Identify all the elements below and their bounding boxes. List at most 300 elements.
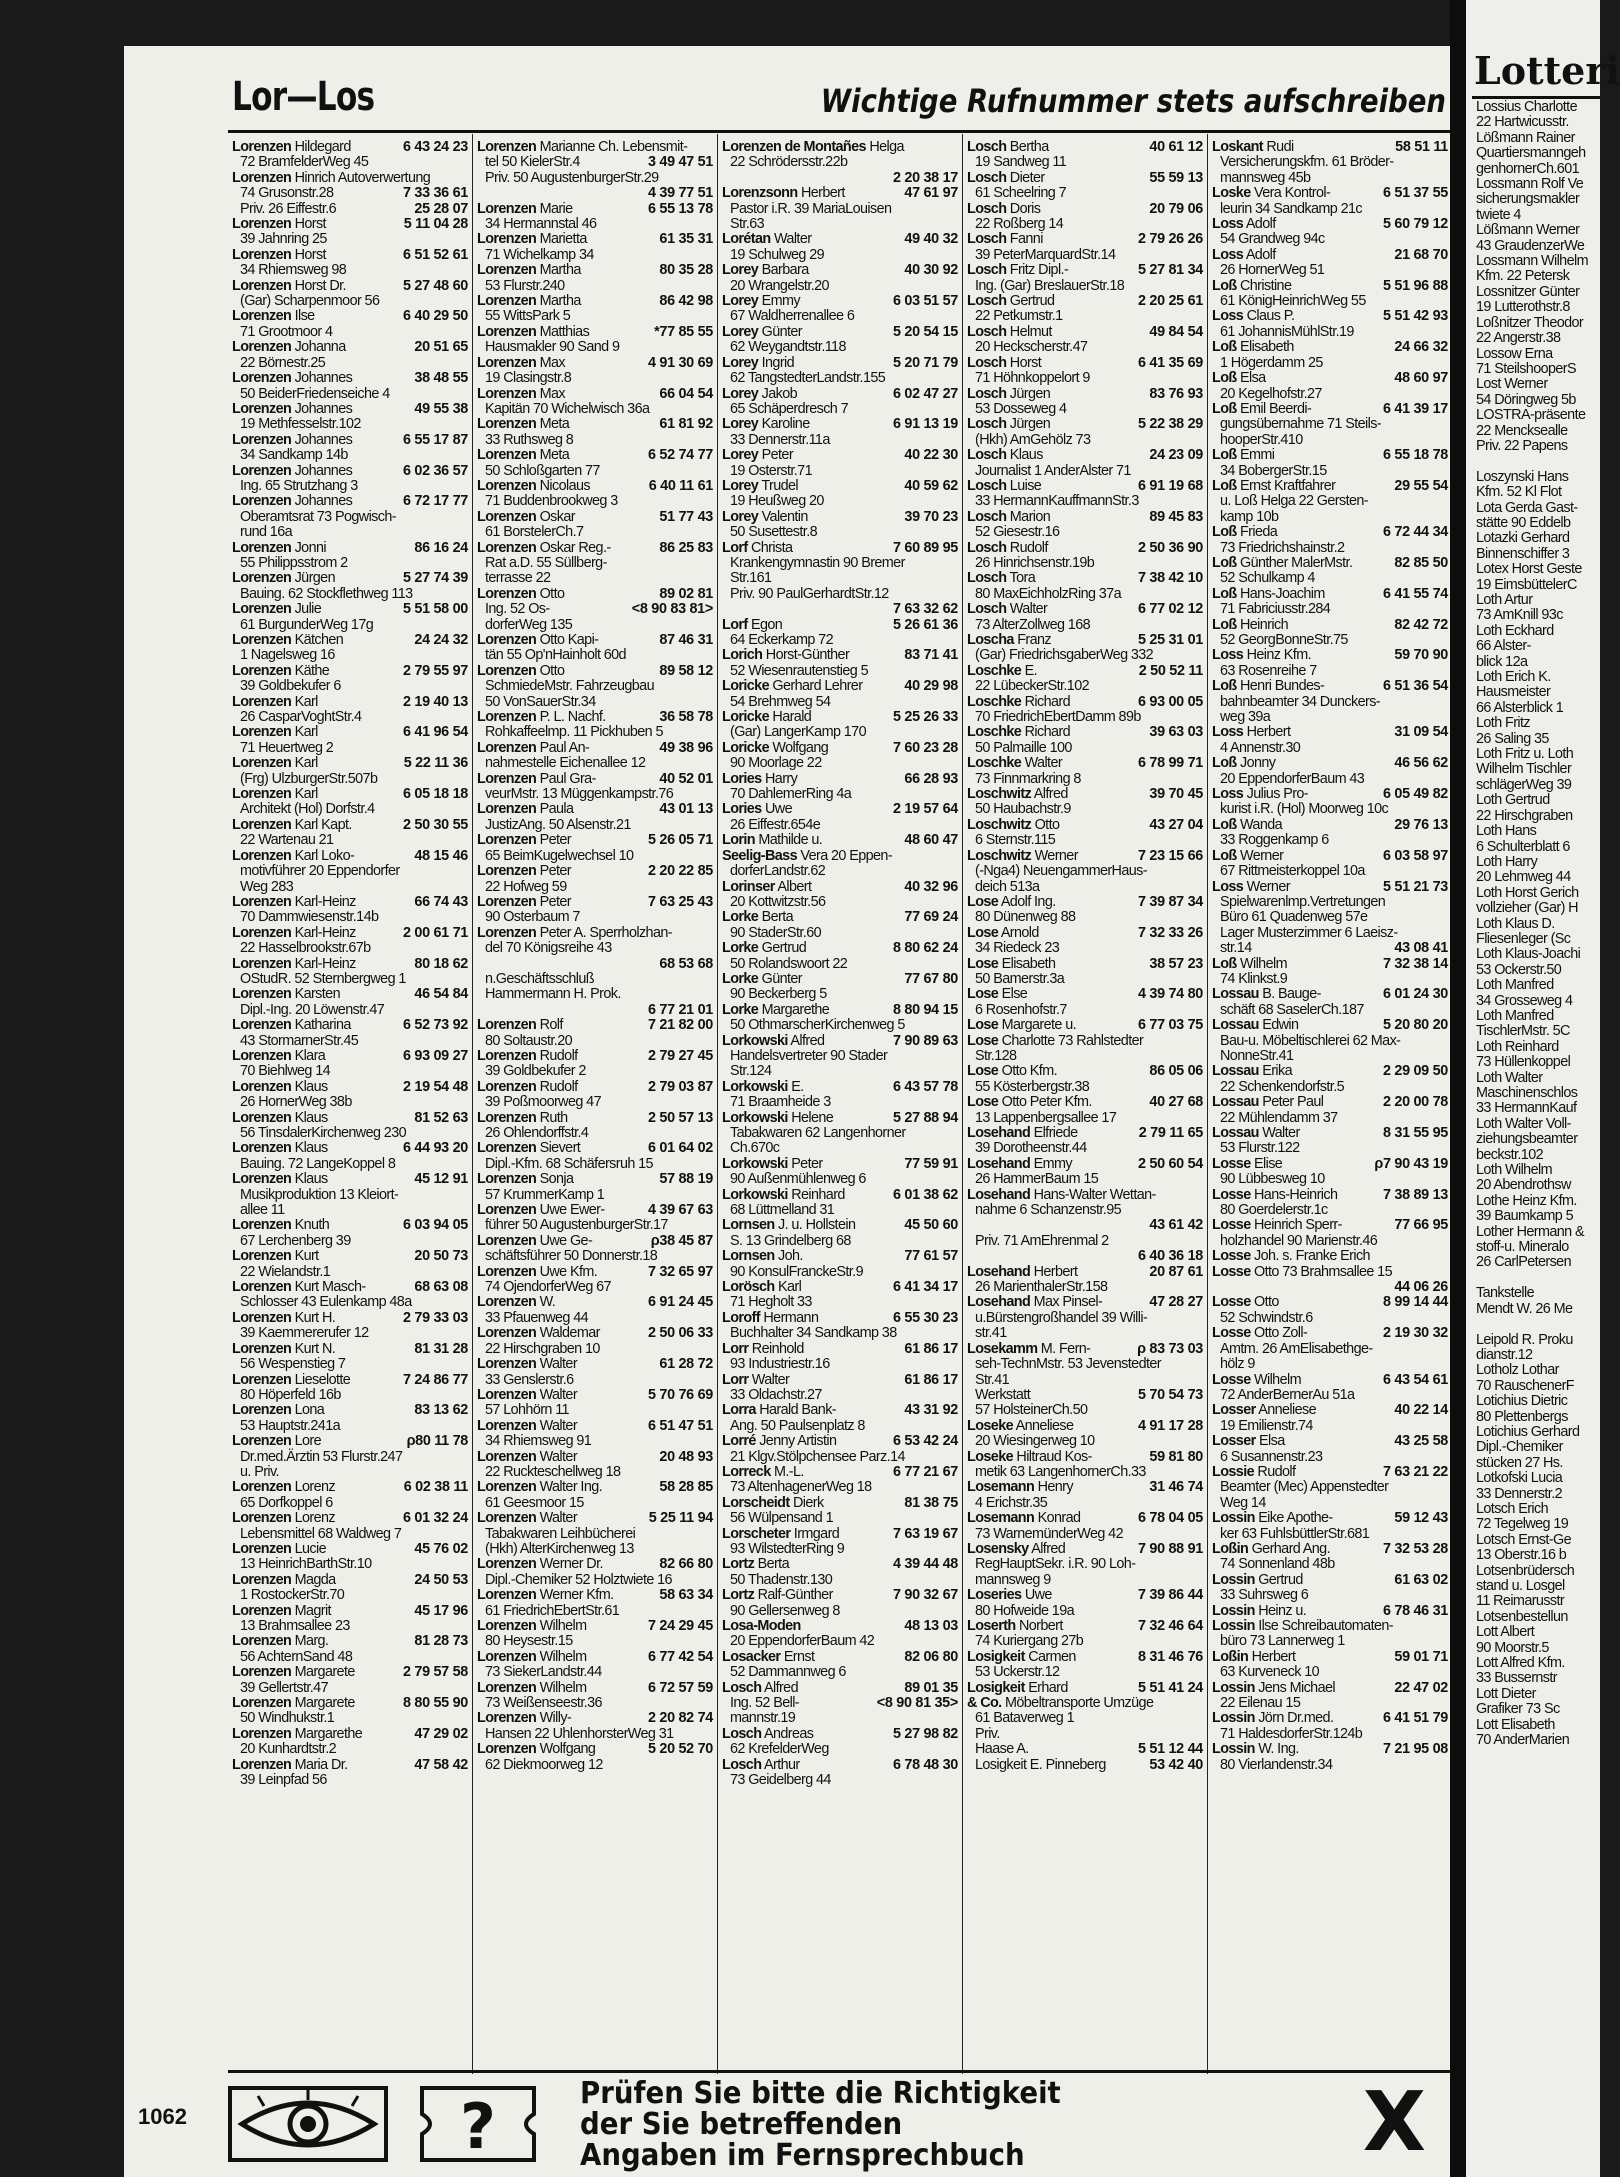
listing-continuation <box>967 186 1203 201</box>
phone-number: 39 63 03 <box>1149 724 1203 741</box>
listing-text <box>1212 926 1448 941</box>
listing-continuation <box>477 1034 713 1049</box>
listing-text <box>477 464 713 479</box>
listing-surname: Lorenzen <box>477 632 537 648</box>
next-page-line: Loth Horst Gerich <box>1476 884 1579 901</box>
listing-text <box>967 1527 1203 1542</box>
listing-details: Uwe Ewer- <box>539 1202 605 1219</box>
listing-surname: Loske <box>1212 185 1251 202</box>
listing-entry <box>722 448 958 463</box>
listing-text <box>232 1126 468 1141</box>
listing-surname: Lorenzen <box>232 339 292 356</box>
listing-continuation <box>232 387 468 402</box>
listing-details: bahnbeamter 34 Dunckers- <box>1220 693 1380 710</box>
listing-details: Herbert <box>800 185 845 202</box>
phone-number: 6 01 64 02 <box>647 1140 713 1157</box>
phone-number: 31 09 54 <box>1394 724 1448 741</box>
listing-entry <box>477 710 713 725</box>
listing-details: Paul An- <box>539 739 590 756</box>
next-page-line: Lotex Horst Geste <box>1476 561 1582 578</box>
listing-details: Albert <box>777 878 812 895</box>
listing-details: str.14 <box>1220 940 1252 957</box>
listing-text <box>967 356 1134 371</box>
phone-number: 24 23 09 <box>1149 447 1203 464</box>
listing-details: Peter <box>791 1155 823 1172</box>
listing-details: Gerhard Lehrer <box>772 678 863 695</box>
listing-text <box>477 1742 644 1757</box>
listing-continuation <box>232 202 468 217</box>
listing-surname: Loß <box>1212 816 1237 833</box>
phone-number: 6 41 96 54 <box>402 724 468 741</box>
phone-number: 83 76 93 <box>1149 385 1203 402</box>
phone-number: 45 17 96 <box>414 1602 468 1619</box>
listing-continuation <box>722 1419 958 1434</box>
listing-continuation <box>232 186 468 201</box>
listing-text <box>722 648 900 663</box>
listing-continuation <box>1212 910 1448 925</box>
next-page-line: Lößmann Rainer <box>1476 129 1575 146</box>
listing-text <box>967 802 1203 817</box>
listing-continuation <box>477 1342 713 1357</box>
listing-surname: Lorétan <box>722 231 771 248</box>
listing-details: 33 Pfauenweg 44 <box>485 1309 589 1326</box>
next-page-line: Lotsch Ernst-Ge <box>1476 1531 1571 1548</box>
listing-continuation <box>1212 833 1448 848</box>
listing-text <box>722 1758 889 1773</box>
listing-continuation <box>232 1388 468 1403</box>
listing-details: Charlotte 73 Rahlstedter <box>1001 1032 1144 1049</box>
listing-details: 34 Rhiemsweg 91 <box>485 1433 592 1450</box>
listing-surname: Lorenzen <box>477 1356 537 1373</box>
listing-text <box>477 1034 713 1049</box>
phone-number: 2 29 09 50 <box>1382 1063 1448 1080</box>
listing-details: Konrad <box>1037 1510 1081 1527</box>
listing-text <box>1212 957 1379 972</box>
listing-surname: Loss <box>1212 724 1244 741</box>
listing-details: 52 Schwindstr.6 <box>1220 1309 1313 1326</box>
phone-number: 5 70 54 73 <box>1137 1386 1203 1403</box>
listing-details: Ing. (Gar) BreslauerStr.18 <box>975 277 1125 294</box>
listing-entry <box>232 1373 468 1388</box>
listing-text <box>722 679 900 694</box>
listing-entry <box>722 294 958 309</box>
listing-details: Meta <box>539 447 570 464</box>
listing-details: Jürgen <box>294 570 335 587</box>
listing-details: OStudR. 52 Sternbergweg 1 <box>240 970 406 987</box>
phone-number: 81 28 73 <box>414 1633 468 1650</box>
listing-entry <box>232 756 468 771</box>
listing-surname: Losch <box>967 447 1007 464</box>
listing-continuation <box>232 356 468 371</box>
listing-details: Priv. <box>975 1725 1000 1742</box>
next-page-line: Lotazki Gerhard <box>1476 530 1570 547</box>
listing-text <box>967 1419 1134 1434</box>
listing-details: Elsa <box>1259 1433 1285 1450</box>
listing-text <box>232 1388 468 1403</box>
next-page-line: 33 Bussernstr <box>1476 1670 1557 1687</box>
listing-details: Rat a.D. 55 Süllberg- <box>485 554 607 571</box>
listing-entry <box>232 1634 468 1649</box>
listing-details: Kurt H. <box>294 1309 336 1326</box>
listing-text <box>1212 448 1379 463</box>
listing-text <box>1212 1111 1448 1126</box>
listing-details: Harry <box>765 770 798 787</box>
listing-surname: Losigkeit <box>967 1679 1025 1696</box>
next-page-line: 80 Plettenbergs <box>1476 1408 1568 1425</box>
listing-continuation <box>232 1773 468 1788</box>
listing-text <box>477 340 713 355</box>
listing-surname: Losch <box>967 601 1007 618</box>
listing-continuation <box>477 1496 713 1511</box>
listing-details: Marietta <box>539 231 587 248</box>
listing-entry <box>232 1403 468 1418</box>
phone-number: 20 87 61 <box>1149 1263 1203 1280</box>
listing-continuation <box>722 464 958 479</box>
phone-number: 2 50 36 90 <box>1137 539 1203 556</box>
listing-surname: Lorenzen <box>232 1479 292 1496</box>
listing-details: 54 Brehmweg 54 <box>730 693 831 710</box>
listing-entry <box>1212 648 1448 663</box>
listing-details: 50 Susettestr.8 <box>730 524 817 541</box>
listing-details: Pastor i.R. 39 MariaLouisen <box>730 200 892 217</box>
phone-number: 2 79 26 26 <box>1137 231 1203 248</box>
listing-text <box>967 648 1203 663</box>
listing-details: seh-TechnMstr. 53 Jevenstedter <box>975 1356 1161 1373</box>
listing-text <box>967 402 1203 417</box>
listing-entry <box>722 232 958 247</box>
next-page-line: twiete 4 <box>1476 206 1521 223</box>
phone-number: 24 50 53 <box>414 1571 468 1588</box>
listing-text <box>477 679 713 694</box>
listing-continuation <box>722 556 958 571</box>
listing-text <box>232 1573 410 1588</box>
listing-details: dorferWeg 135 <box>485 616 573 633</box>
next-page-line: schlägerWeg 39 <box>1476 776 1572 793</box>
phone-number: 7 39 87 34 <box>1137 893 1203 910</box>
listing-details: Ing. 52 Bell- <box>730 1695 799 1712</box>
listing-text <box>232 618 468 633</box>
listing-entry <box>1212 1373 1448 1388</box>
listing-details: Magda <box>294 1571 336 1588</box>
phone-number: 2 79 03 87 <box>647 1078 713 1095</box>
listing-text <box>967 1696 1203 1711</box>
listing-entry <box>232 664 468 679</box>
listing-continuation <box>477 556 713 571</box>
listing-surname: Lories <box>722 801 762 818</box>
listing-text <box>967 525 1203 540</box>
listing-details: Walter <box>751 1371 790 1388</box>
listing-entry <box>967 1064 1203 1079</box>
listing-continuation <box>967 371 1203 386</box>
listing-entry <box>232 1311 468 1326</box>
listing-text <box>1212 972 1448 987</box>
listing-surname: Lorenzen <box>232 893 292 910</box>
listing-entry <box>1212 1681 1448 1696</box>
listing-details: 6 Rosenhofstr.7 <box>975 1001 1067 1018</box>
phone-number: 6 72 44 34 <box>1382 524 1448 541</box>
listing-surname: Lorenzen <box>477 1510 537 1527</box>
listing-details: 57 Lohhörn 11 <box>485 1402 569 1419</box>
listing-entry <box>477 1265 713 1280</box>
listing-text <box>232 664 399 679</box>
phone-number: 5 60 79 12 <box>1382 216 1448 233</box>
phone-number: <8 90 81 35> <box>876 1695 958 1712</box>
listing-entry <box>967 1095 1203 1110</box>
phone-number: 5 26 61 36 <box>892 616 958 633</box>
listing-continuation <box>967 1403 1203 1418</box>
listing-text <box>722 525 958 540</box>
listing-text <box>477 1665 713 1680</box>
listing-entry <box>1212 309 1448 324</box>
listing-details: 22 Hasselbrookstr.67b <box>240 940 371 957</box>
listing-continuation <box>967 618 1203 633</box>
listing-details: 34 BobergerStr.15 <box>1220 462 1327 479</box>
listing-details: Paul Gra- <box>539 770 596 787</box>
listing-entry <box>722 972 958 987</box>
listing-entry <box>967 756 1203 771</box>
phone-number: 24 24 32 <box>414 632 468 648</box>
listing-text <box>232 309 399 324</box>
page-slogan: Wichtige Rufnummer stets aufschreiben <box>820 82 1446 120</box>
listing-entry <box>477 1111 713 1126</box>
listing-text <box>477 1064 713 1079</box>
listing-details: Karl-Heinz <box>294 924 356 941</box>
listing-continuation <box>477 1665 713 1680</box>
listing-details: 71 Hegholt 33 <box>730 1294 812 1311</box>
listing-details: 80 Goerdelerstr.1c <box>1220 1202 1328 1219</box>
listing-text <box>722 1203 958 1218</box>
next-page-line: Loth Walter <box>1476 1069 1543 1086</box>
next-page-line: 6 Schulterblatt 6 <box>1476 838 1570 855</box>
listing-details: 52 Wiesenrautenstieg 5 <box>730 662 868 679</box>
listing-text <box>1212 1126 1379 1141</box>
next-page-line: Quartiersmanngeh <box>1476 145 1586 162</box>
listing-details: J. u. Hollstein <box>777 1217 856 1234</box>
listing-surname: Lorr <box>722 1371 749 1388</box>
listing-details: Otto <box>1254 1294 1279 1311</box>
listing-details: 50 BeiderFriedenseiche 4 <box>240 385 390 402</box>
listing-entry <box>722 618 958 633</box>
phone-number: 38 57 23 <box>1149 955 1203 972</box>
listing-continuation <box>967 402 1203 417</box>
listing-details: Kurt <box>294 1248 319 1265</box>
phone-number: 31 46 74 <box>1149 1479 1203 1496</box>
phone-number: 77 61 57 <box>904 1248 958 1265</box>
listing-details: 73 Geidelberg 44 <box>730 1772 831 1789</box>
listing-surname: Losemann <box>967 1479 1035 1496</box>
listing-entry <box>477 294 713 309</box>
listing-details: 80 Heysestr.15 <box>485 1633 573 1650</box>
listing-details: 19 Heußweg 20 <box>730 493 824 510</box>
listing-continuation <box>1212 1311 1448 1326</box>
listing-text <box>1212 880 1379 895</box>
listing-details: Heinrich Sperr- <box>1254 1217 1342 1234</box>
listing-continuation <box>1212 941 1448 956</box>
listing-details: Franz <box>1017 632 1051 648</box>
listing-details: Otto Zoll- <box>1254 1325 1308 1342</box>
listing-entry <box>477 895 713 910</box>
listing-details: 22 Petkumstr.1 <box>975 308 1063 325</box>
listing-surname: Lorenzen <box>232 847 292 864</box>
listing-text <box>967 1064 1145 1079</box>
phone-number: 49 84 54 <box>1149 323 1203 340</box>
listing-text <box>477 972 713 987</box>
phone-number: 5 51 96 88 <box>1382 277 1448 294</box>
phone-number: 61 63 02 <box>1394 1571 1448 1588</box>
listing-entry <box>232 1434 468 1449</box>
phone-number: 5 27 48 60 <box>402 277 468 294</box>
phone-number: 5 70 76 69 <box>647 1386 713 1403</box>
phone-number: 2 20 00 78 <box>1382 1094 1448 1111</box>
phone-number: ρ80 11 78 <box>406 1433 468 1450</box>
listing-surname: Losch <box>967 293 1007 310</box>
next-page-line: 73 Hüllenkoppel <box>1476 1054 1571 1071</box>
listing-surname: Losse <box>1212 1325 1251 1342</box>
listing-details: Versicherungskfm. 61 Bröder- <box>1220 154 1394 171</box>
listing-continuation <box>1212 926 1448 941</box>
listing-entry <box>1212 1018 1448 1033</box>
listing-text <box>722 325 889 340</box>
phone-number: 6 40 29 50 <box>402 308 468 325</box>
listing-entry <box>1212 1742 1448 1757</box>
listing-surname: Lossin <box>1212 1510 1255 1527</box>
listing-details: Günther MalerMstr. <box>1239 554 1353 571</box>
phone-number: 2 20 22 85 <box>647 863 713 880</box>
listing-surname: Lorey <box>722 447 759 464</box>
listing-text <box>967 957 1145 972</box>
listing-details: 53 Dosseweg 4 <box>975 400 1067 417</box>
listing-text <box>967 263 1134 278</box>
listing-details: Priv. 71 AmEhrenmal 2 <box>975 1232 1109 1249</box>
next-page-line: Loth Klaus D. <box>1476 915 1555 932</box>
listing-details: 22 Hirschgraben 10 <box>485 1340 600 1357</box>
listing-details: (Frg) UlzburgerStr.507b <box>240 770 378 787</box>
listing-details: 74 Sonnenland 48b <box>1220 1556 1335 1573</box>
listing-continuation <box>232 1034 468 1049</box>
listing-details: 33 HermannKauffmannStr.3 <box>975 493 1139 510</box>
listing-entry <box>232 1511 468 1526</box>
listing-details: Dr.med.Ärztin 53 Flurstr.247 <box>240 1448 403 1465</box>
listing-continuation <box>1212 1388 1448 1403</box>
phone-number: 6 03 51 57 <box>892 293 958 310</box>
listing-text <box>967 710 1203 725</box>
phone-number: 6 91 24 45 <box>647 1294 713 1311</box>
listing-text <box>967 1573 1203 1588</box>
next-page-line: 54 Döringweg 5b <box>1476 391 1576 408</box>
listing-entry <box>722 263 958 278</box>
listing-text <box>477 279 713 294</box>
listing-text <box>232 1326 468 1341</box>
phone-number: 7 90 88 91 <box>1137 1540 1203 1557</box>
listing-text <box>967 217 1203 232</box>
listing-continuation <box>232 1064 468 1079</box>
listing-text <box>477 1234 647 1249</box>
listing-continuation <box>722 1126 958 1141</box>
listing-text <box>722 140 958 155</box>
listing-text <box>722 541 889 556</box>
listing-text <box>1212 464 1448 479</box>
listing-details: 70 FriedrichEbertDamm 89b <box>975 709 1141 726</box>
listing-details: Anneliese <box>1258 1402 1317 1419</box>
listing-entry <box>477 1650 713 1665</box>
listing-details: 6 Susannenstr.23 <box>1220 1448 1323 1465</box>
listing-text <box>477 1496 713 1511</box>
listing-surname: Loßin <box>1212 1648 1249 1665</box>
listing-text <box>477 1373 713 1388</box>
listing-entry <box>232 957 468 972</box>
listing-details: 20 Kottwitzstr.56 <box>730 893 826 910</box>
listing-details: Werner <box>1034 847 1078 864</box>
listing-text <box>722 294 889 309</box>
listing-entry <box>477 479 713 494</box>
listing-details: gungsübernahme 71 Steils- <box>1220 416 1381 433</box>
listing-entry <box>1212 556 1448 571</box>
listing-text <box>722 1619 900 1634</box>
listing-continuation <box>232 910 468 925</box>
listing-text <box>722 926 958 941</box>
listing-details: 56 AchternSand 48 <box>240 1648 353 1665</box>
listing-text <box>232 1373 399 1388</box>
listing-details: führer 50 AugustenburgerStr.17 <box>485 1217 668 1234</box>
listing-text <box>967 1188 1203 1203</box>
phone-number: 6 41 34 17 <box>892 1279 958 1296</box>
listing-details: 33 Oldachstr.27 <box>730 1386 822 1403</box>
next-page-line: dianstr.12 <box>1476 1346 1533 1363</box>
listing-entry <box>722 1588 958 1603</box>
listing-entry <box>1212 957 1448 972</box>
listing-text <box>967 587 1203 602</box>
listing-entry <box>967 1126 1203 1141</box>
listing-text <box>967 633 1134 648</box>
listing-text <box>722 556 958 571</box>
listing-surname: Lorra <box>722 1402 756 1419</box>
listing-details: Oberamtsrat 73 Pogwisch- <box>240 508 396 525</box>
phone-number: 89 01 35 <box>904 1679 958 1696</box>
listing-continuation <box>967 941 1203 956</box>
listing-details: str.41 <box>975 1325 1007 1342</box>
listing-details: 63 Kurveneck 10 <box>1220 1664 1320 1681</box>
listing-surname: Lorenzen <box>232 1047 292 1064</box>
phone-number: 61 86 17 <box>904 1340 958 1357</box>
next-page-line: Lotsenbestellun <box>1476 1608 1568 1625</box>
listing-details: Werner Kfm. <box>539 1587 614 1604</box>
listing-entry <box>477 1203 713 1218</box>
listing-details: Christine <box>1239 277 1292 294</box>
listing-details: Egon <box>750 616 783 633</box>
listing-text <box>967 1080 1203 1095</box>
listing-text <box>722 1018 958 1033</box>
next-page-line: Lota Gerda Gast- <box>1476 499 1578 516</box>
listing-details: Hans-Walter Wettan- <box>1033 1186 1156 1203</box>
listing-text <box>232 263 468 278</box>
listing-details: Arnold <box>1000 924 1039 941</box>
listing-details: Str.124 <box>730 1063 772 1080</box>
listing-text <box>722 772 900 787</box>
phone-number: 2 19 40 13 <box>402 693 468 710</box>
listing-text <box>967 510 1145 525</box>
listing-surname: Lorenzen <box>232 1017 292 1034</box>
listing-text <box>1212 1419 1448 1434</box>
listing-entry <box>967 1511 1203 1526</box>
listing-details: 62 TangstedterLandstr.155 <box>730 370 886 387</box>
listing-surname: Loß <box>1212 847 1237 864</box>
phone-number: 7 32 33 26 <box>1137 924 1203 941</box>
listing-text <box>967 371 1203 386</box>
listing-continuation <box>967 1465 1203 1480</box>
listing-details: Werner <box>1246 878 1290 895</box>
phone-number: 6 53 42 24 <box>892 1433 958 1450</box>
listing-text <box>232 648 468 663</box>
